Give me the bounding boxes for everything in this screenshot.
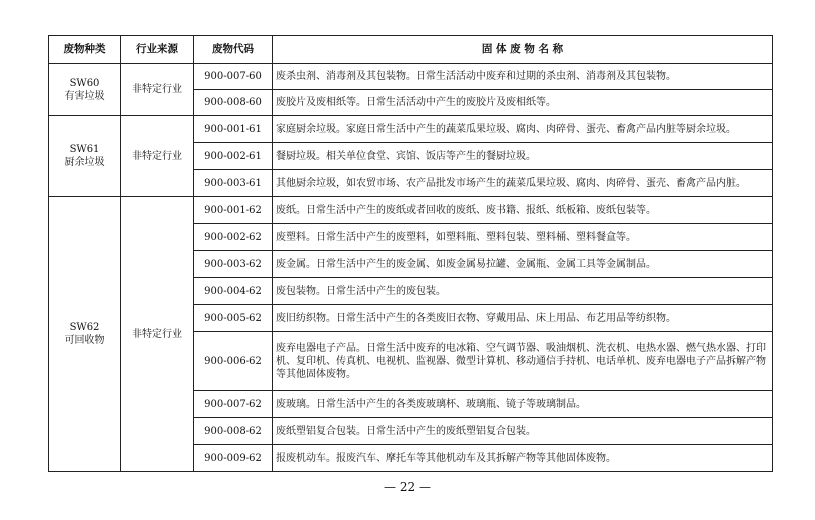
header-waste-category: 废物种类 — [49, 36, 121, 64]
waste-code: 900-008-62 — [194, 418, 273, 445]
waste-code: 900-002-62 — [194, 224, 273, 251]
category-cell — [49, 116, 121, 197]
waste-code: 900-002-61 — [194, 143, 273, 170]
industry-cell: 非特定行业 — [121, 197, 194, 472]
waste-catalog-table — [48, 35, 773, 472]
waste-description: 废弃电器电子产品。日常生活中废弃的电冰箱、空气调节器、吸油烟机、洗衣机、电热水器、燃气热水器、打印机、复印机、传真机、电视机、监视器、微型计算机、移动通信手持机、电话单机、废弃电器电子产品拆解产物等其他固体废物。 — [273, 332, 773, 391]
waste-description: 家庭厨余垃圾。家庭日常生活中产生的蔬菜瓜果垃圾、腐肉、肉碎骨、蛋壳、畜禽产品内脏等厨余垃圾。 — [273, 116, 773, 143]
waste-description: 废纸塑铝复合包装。日常生活中产生的废纸塑铝复合包装。 — [273, 418, 773, 445]
header-row — [49, 36, 773, 64]
waste-description: 废纸。日常生活中产生的废纸或者回收的废纸、废书籍、报纸、纸板箱、废纸包装等。 — [273, 197, 773, 224]
waste-code: 900-004-62 — [194, 278, 273, 305]
industry-cell: 非特定行业 — [121, 64, 194, 116]
waste-description: 废杀虫剂、消毒剂及其包装物。日常生活活动中废弃和过期的杀虫剂、消毒剂及其包装物。 — [273, 64, 773, 90]
category-name: 厨余垃圾 — [64, 157, 105, 168]
waste-code: 900-001-61 — [194, 116, 273, 143]
table-row — [49, 64, 773, 90]
category-code: SW61 — [69, 144, 100, 155]
header-waste-name: 固 体 废 物 名 称 — [273, 36, 773, 64]
waste-description: 报废机动车。报废汽车、摩托车等其他机动车及其拆解产物等其他固体废物。 — [273, 445, 773, 472]
table-row — [49, 197, 773, 224]
category-cell — [49, 64, 121, 116]
waste-description: 废包装物。日常生活中产生的废包装。 — [273, 278, 773, 305]
waste-description: 废胶片及废相纸等。日常生活活动中产生的废胶片及废相纸等。 — [273, 90, 773, 116]
category-code: SW62 — [69, 322, 100, 333]
industry-cell: 非特定行业 — [121, 116, 194, 197]
waste-code: 900-001-62 — [194, 197, 273, 224]
table-row — [49, 116, 773, 143]
waste-description: 废旧纺织物。日常生活中产生的各类废旧衣物、穿戴用品、床上用品、布艺用品等纺织物。 — [273, 305, 773, 332]
waste-code: 900-005-62 — [194, 305, 273, 332]
waste-code: 900-009-62 — [194, 445, 273, 472]
waste-description: 其他厨余垃圾，如农贸市场、农产品批发市场产生的蔬菜瓜果垃圾、腐肉、肉碎骨、蛋壳、畜禽产品内脏。 — [273, 170, 773, 197]
waste-code: 900-006-62 — [194, 332, 273, 391]
waste-code: 900-008-60 — [194, 90, 273, 116]
category-cell — [49, 197, 121, 472]
page-number: — 22 — — [384, 480, 431, 494]
waste-description: 废金属。日常生活中产生的废金属、如废金属易拉罐、金属瓶、金属工具等金属制品。 — [273, 251, 773, 278]
waste-code: 900-007-62 — [194, 391, 273, 418]
waste-code: 900-003-61 — [194, 170, 273, 197]
category-name: 可回收物 — [64, 335, 105, 346]
waste-code: 900-007-60 — [194, 64, 273, 90]
category-name: 有害垃圾 — [64, 90, 105, 102]
waste-code: 900-003-62 — [194, 251, 273, 278]
waste-description: 餐厨垃圾。相关单位食堂、宾馆、饭店等产生的餐厨垃圾。 — [273, 143, 773, 170]
category-code: SW60 — [69, 77, 100, 89]
header-industry-source: 行业来源 — [121, 36, 194, 64]
waste-description: 废塑料。日常生活中产生的废塑料，如塑料瓶、塑料包装、塑料桶、塑料餐盒等。 — [273, 224, 773, 251]
header-waste-code: 废物代码 — [194, 36, 273, 64]
waste-description: 废玻璃。日常生活中产生的各类废玻璃杯、玻璃瓶、镜子等玻璃制品。 — [273, 391, 773, 418]
